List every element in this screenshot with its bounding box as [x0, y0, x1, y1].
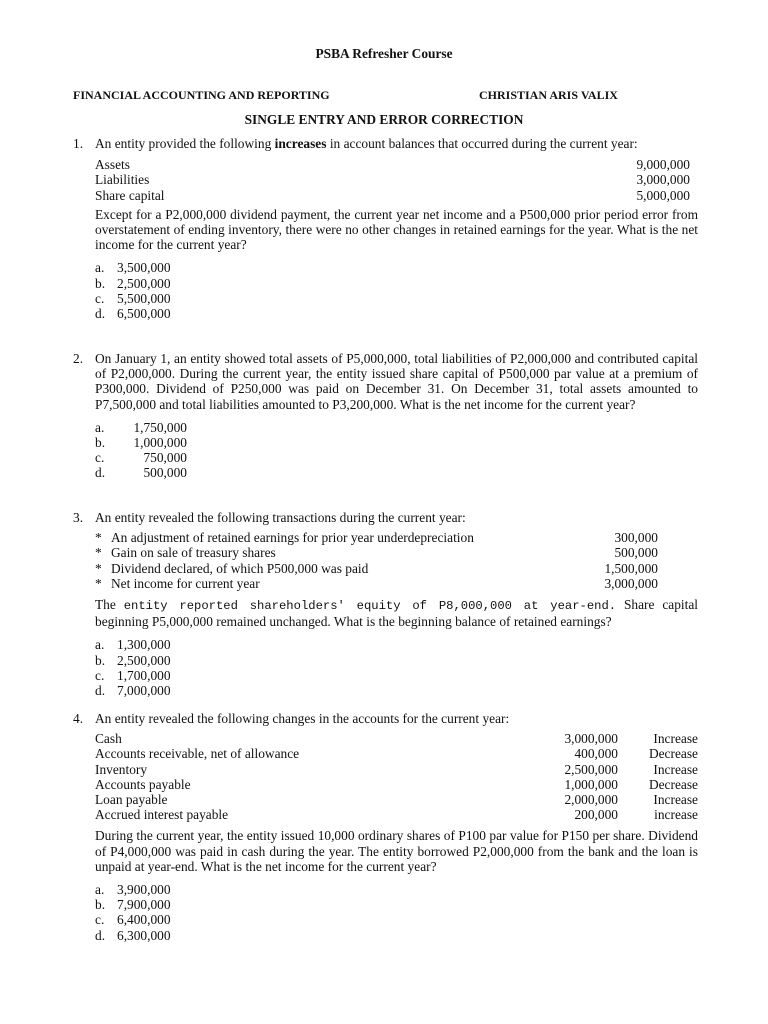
question-number: 2. — [73, 351, 84, 366]
choice-letter: c. — [95, 912, 105, 928]
choice-letter: a. — [95, 882, 105, 898]
choice-letter: d. — [95, 465, 106, 481]
row-value: 3,000,000 — [564, 731, 618, 747]
question-stem: An entity revealed the following changes in the accounts for the current year: — [95, 711, 510, 726]
bullet: * — [95, 575, 102, 591]
para-text: Share capital beginning P5,000,000 remained unchanged. What is the beginning balance of retained earnings? — [95, 597, 699, 630]
row-value: 9,000,000 — [636, 157, 690, 173]
answer-choice[interactable] — [95, 291, 698, 306]
answer-choice[interactable] — [95, 683, 698, 698]
row-value: 3,000,000 — [636, 172, 690, 188]
choice-letter: a. — [95, 260, 105, 276]
row-value: 400,000 — [574, 746, 618, 762]
data-row — [95, 792, 698, 807]
choice-letter: b. — [95, 275, 106, 291]
choice-text: 1,700,000 — [117, 667, 171, 683]
row-direction: Decrease — [648, 776, 698, 792]
row-label: Dividend declared, of which P500,000 was paid — [111, 560, 369, 576]
data-row — [95, 807, 698, 822]
row-value: 500,000 — [614, 545, 658, 561]
choice-text: 7,900,000 — [117, 897, 171, 913]
data-row — [95, 172, 698, 187]
question-4 — [73, 711, 698, 943]
answer-choices — [95, 420, 698, 481]
choice-text: 1,300,000 — [117, 637, 171, 653]
data-row — [95, 746, 698, 761]
choice-letter: c. — [95, 290, 105, 306]
data-rows — [95, 157, 698, 203]
row-label: Net income for current year — [111, 575, 260, 591]
question-number: 1. — [73, 136, 84, 151]
answer-choice[interactable] — [95, 465, 698, 480]
choice-letter: d. — [95, 927, 106, 943]
answer-choice[interactable] — [95, 420, 698, 435]
answer-choice[interactable] — [95, 435, 698, 450]
question-paragraph — [95, 597, 698, 629]
choice-text: 7,000,000 — [117, 683, 171, 699]
row-label: Assets — [95, 157, 130, 173]
choice-letter: b. — [95, 897, 106, 913]
row-label: Accrued interest payable — [95, 807, 229, 823]
row-value: 1,500,000 — [604, 560, 658, 576]
row-direction: increase — [654, 807, 698, 823]
answer-choices — [95, 637, 698, 698]
stem-text: An entity provided the following — [95, 136, 275, 151]
question-stem — [95, 136, 698, 151]
row-value: 5,000,000 — [636, 187, 690, 203]
para-text: The — [95, 597, 124, 613]
bullet: * — [95, 560, 102, 576]
answer-choice[interactable] — [95, 637, 698, 652]
choice-letter: d. — [95, 683, 106, 699]
author-name: CHRISTIAN ARIS VALIX — [479, 88, 618, 102]
course-name: FINANCIAL ACCOUNTING AND REPORTING — [73, 88, 330, 102]
answer-choice[interactable] — [95, 276, 698, 291]
data-rows — [95, 530, 698, 591]
data-row — [95, 576, 698, 591]
choice-text: 5,500,000 — [117, 290, 171, 306]
row-label: Accounts payable — [95, 776, 191, 792]
row-label: Gain on sale of treasury shares — [111, 545, 276, 561]
choice-letter: c. — [95, 450, 105, 466]
data-row — [95, 561, 698, 576]
answer-choice[interactable] — [95, 928, 698, 943]
choice-text: 750,000 — [143, 450, 187, 466]
data-row — [95, 157, 698, 172]
data-row — [95, 731, 698, 746]
answer-choice[interactable] — [95, 450, 698, 465]
choice-text: 1,000,000 — [133, 435, 187, 451]
choice-text: 6,500,000 — [117, 306, 171, 322]
data-row — [95, 762, 698, 777]
data-rows — [95, 731, 698, 822]
answer-choice[interactable] — [95, 653, 698, 668]
para-text-typewriter: entity reported shareholders' equity of P8,000,000 at year-end. — [123, 599, 617, 614]
row-direction: Increase — [653, 731, 698, 747]
row-label: Liabilities — [95, 172, 150, 188]
row-label: An adjustment of retained earnings for prior year underdepreciation — [111, 530, 474, 546]
choice-letter: b. — [95, 652, 106, 668]
choice-text: 500,000 — [143, 465, 187, 481]
data-row — [95, 188, 698, 203]
row-value: 2,000,000 — [564, 792, 618, 808]
answer-choice[interactable] — [95, 882, 698, 897]
row-direction: Decrease — [648, 746, 698, 762]
choice-text: 6,300,000 — [117, 927, 171, 943]
choice-text: 2,500,000 — [117, 652, 171, 668]
answer-choice[interactable] — [95, 260, 698, 275]
stem-emphasis: increases — [274, 136, 327, 151]
row-value: 3,000,000 — [604, 575, 658, 591]
row-direction: Increase — [653, 761, 698, 777]
row-value: 200,000 — [574, 807, 618, 823]
answer-choice[interactable] — [95, 897, 698, 912]
choice-letter: d. — [95, 306, 106, 322]
question-3 — [73, 510, 698, 698]
choice-letter: b. — [95, 435, 106, 451]
question-stem: On January 1, an entity showed total assets of P5,000,000, total liabilities of P2,000,000 and contributed capital of P2,000,000. During the current year, the entity issued share capital of P500,000 par value at a premium of P300,000. Dividend of P250,000 was paid on December 31. On December 31, total assets amounted to P7,500,000 and total liabilities amounted to P3,200,000. What is the net income for the current year? — [95, 351, 698, 412]
bullet: * — [95, 545, 102, 561]
answer-choice[interactable] — [95, 306, 698, 321]
choice-letter: a. — [95, 637, 105, 653]
choice-text: 1,750,000 — [133, 419, 187, 435]
question-2 — [73, 351, 698, 481]
row-label: Loan payable — [95, 792, 168, 808]
row-value: 2,500,000 — [564, 761, 618, 777]
row-label: Share capital — [95, 187, 165, 203]
answer-choices — [95, 882, 698, 943]
choice-text: 2,500,000 — [117, 275, 171, 291]
question-stem: An entity revealed the following transactions during the current year: — [95, 510, 466, 525]
choice-text: 6,400,000 — [117, 912, 171, 928]
choice-text: 3,900,000 — [117, 882, 171, 898]
question-1 — [73, 136, 698, 321]
row-value: 300,000 — [614, 530, 658, 546]
bullet: * — [95, 530, 102, 546]
row-value: 1,000,000 — [564, 776, 618, 792]
row-label: Accounts receivable, net of allowance — [95, 746, 300, 762]
question-number: 4. — [73, 711, 84, 726]
question-number: 3. — [73, 510, 84, 525]
choice-text: 3,500,000 — [117, 260, 171, 276]
answer-choices — [95, 260, 698, 321]
answer-choice[interactable] — [95, 668, 698, 683]
stem-text: in account balances that occurred during the current year: — [326, 136, 638, 151]
row-label: Cash — [95, 731, 122, 747]
question-paragraph: During the current year, the entity issued 10,000 ordinary shares of P100 par value for P150 per share. Dividend of P4,000,000 was paid in cash during the year. The entity borrowed P2,000,000 from the bank and the loan is unpaid at year-end. What is the net income for the current year? — [95, 828, 698, 874]
question-paragraph: Except for a P2,000,000 dividend payment, the current year net income and a P500,000 prior period error from overstatement of ending inventory, there were no other changes in retained earnings for the year. What is the net income for the current year? — [95, 206, 698, 253]
answer-choice[interactable] — [95, 912, 698, 927]
choice-letter: a. — [95, 419, 105, 435]
choice-letter: c. — [95, 667, 105, 683]
data-row — [95, 777, 698, 792]
row-direction: Increase — [653, 792, 698, 808]
topic-heading: SINGLE ENTRY AND ERROR CORRECTION — [244, 112, 524, 127]
data-row — [95, 545, 698, 560]
page-title: PSBA Refresher Course — [315, 46, 453, 61]
row-label: Inventory — [95, 761, 148, 777]
data-row — [95, 530, 698, 545]
